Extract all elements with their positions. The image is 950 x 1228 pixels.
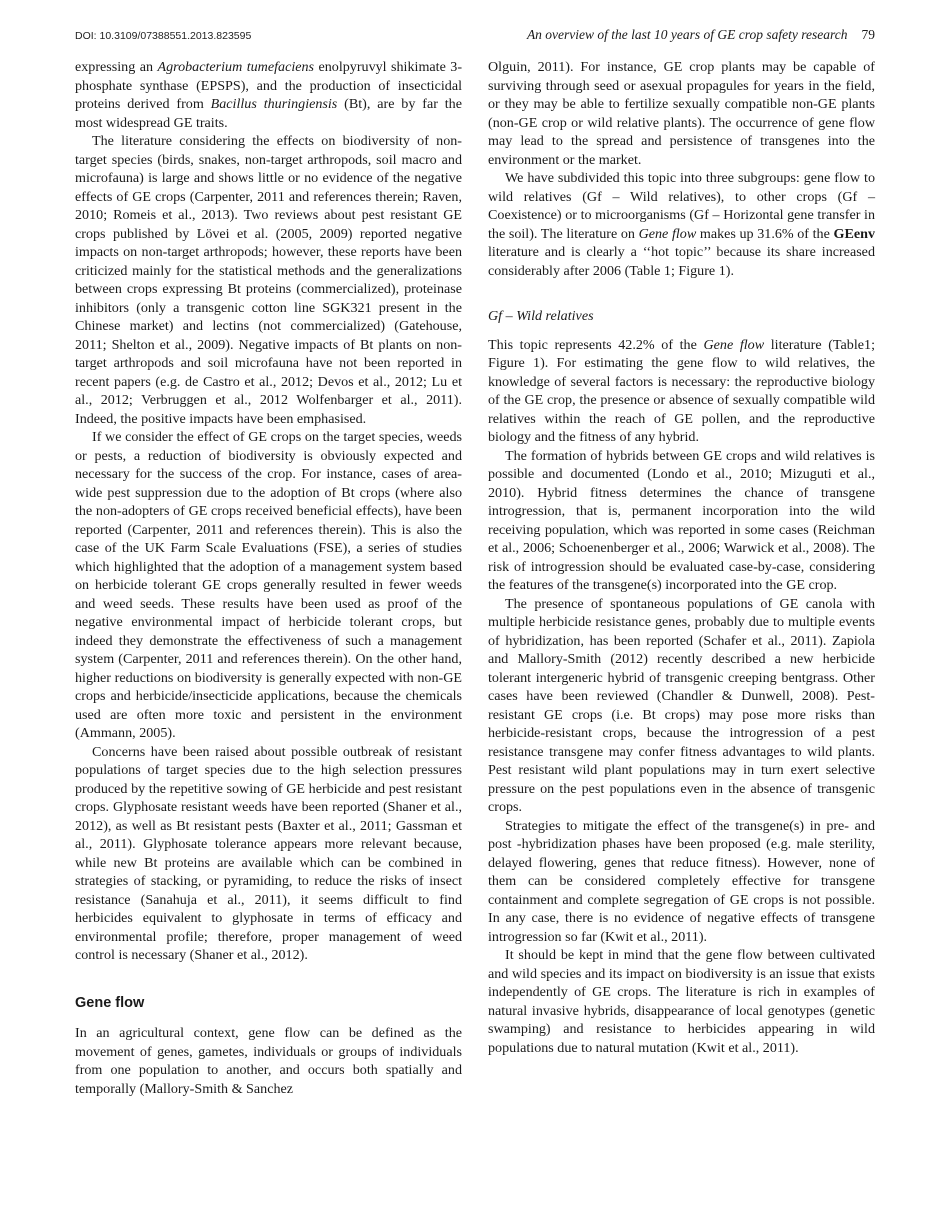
running-title-group [527, 27, 875, 43]
section-heading: Gene flow [75, 994, 145, 1011]
subsection-heading: Gf – Wild relatives [488, 308, 594, 324]
paragraph: In an agricultural context, gene flow can be defined as the movement of genes, gametes, individuals or groups of individuals from one population to another, and occurs both spatially and temporally (Mallory-Smith & Sanchez [75, 1025, 462, 1097]
right-column [488, 58, 875, 1057]
running-title: An overview of the last 10 years of GE crop safety research [526, 27, 848, 42]
paragraph: If we consider the effect of GE crops on the target species, weeds or pests, a reduction of biodiversity is obviously expected and necessary for the success of the crop. For instance, cases of area-wide pest suppression due to the adoption of Bt crops (where also the non-adopters of GE crops received beneficial effects), have been reported (Carpenter, 2011 and references therein). This is also the case of the UK Farm Scale Evaluations (FSE), a series of studies which highlighted that the adoption of a management system based on herbicide tolerant GE crops generally resulted in fewer weeds and weed seeds. These results have been used as proof of the negative environmental impact of herbicide tolerant crops, but indeed they demonstrate the effectiveness of such a management system (Carpenter, 2011 and references therein). On the other hand, higher reductions on biodiversity is generally expected with non-GE crops and herbicide/insecticide applications, because the chemicals used are often more toxic and persistent in the environment (Ammann, 2005). [75, 429, 462, 741]
paragraph: The formation of hybrids between GE crops and wild relatives is possible and documented (Londo et al., 2010; Mizuguti et al., 2010). Hybrid fitness determines the chance of transgene introgression, that is, permanent incorporation into the wild receiving population, which was reported in some cases (Reichman et al., 2006; Schoenenberger et al., 2006; Warwick et al., 2008). The risk of introgression should be evaluated case-by-case, considering the features of the transgene(s) incorporated into the GE crop. [488, 447, 875, 593]
paragraph: Concerns have been raised about possible outbreak of resistant populations of target species due to the high selection pressures produced by the repetitive sowing of GE herbicide and pest resistant crops. Glyphosate resistant weeds have been reported (Shaner et al., 2012), as well as Bt resistant pests (Baxter et al., 2011; Gassman et al., 2011). Glyphosate tolerance appears more relevant because, while new Bt proteins are available which can be combined in strategies of stacking, or pyramiding, to reduce the risks of insect resistance (Sanahuja et al., 2011), it seems difficult to find herbicides equivalent to glyphosate in terms of efficacy and environmental profile; therefore, proper management of weed control is necessary (Shaner et al., 2012). [75, 743, 462, 963]
paragraph: The literature considering the effects on biodiversity of non-target species (birds, snakes, non-target arthropods, soil macro and microfauna) is large and shows little or no evidence of the negative effects of GE crops (Carpenter, 2011 and references therein; Raven, 2010; Romeis et al., 2013). Two reviews about pest resistant GE crops published by Lövei et al. (2005, 2009) reported negative impacts on non-target arthropods; however, these reports have been criticized mainly for the statistical methods and the generalizations between crops expressing Bt proteins (commercialized), proteinase inhibitors (only a transgenic cotton line SGK321 present in the Chinese market) and lectins (not commercialized) (Gatehouse, 2011; Shelton et al., 2009). Negative impacts of Bt plants on non-target arthropods and soil microfauna have not been reported in recent papers (e.g. de Castro et al., 2012; Devos et al., 2012; Lu et al., 2012; Verbruggen et al., 2012 Wolfenbarger et al., 2011). Indeed, the positive impacts have been emphasised. [75, 133, 462, 427]
paragraph: Strategies to mitigate the effect of the transgene(s) in pre- and post -hybridization phases have been proposed (e.g. male sterility, delayed flowering, genes that reduce fitness). However, none of them can be considered completely effective for transgene containment and complete segregation of GE crops is not possible. In any case, there is no evidence of negative effects of transgene introgression so far (Kwit et al., 2011). [488, 817, 875, 945]
doi: DOI: 10.3109/07388551.2013.823595 [75, 30, 252, 42]
running-header [75, 27, 875, 47]
left-column [75, 58, 462, 1098]
paragraph: We have subdivided this topic into three subgroups: gene flow to wild relatives (Gf – Wild relatives), to other crops (Gf – Coexistence) or to microorganisms (Gf – Horizontal gene transfer in the soil). The literature on Gene flow makes up 31.6% of the GEenv literature and is clearly a ‘‘hot topic’’ because its share increased considerably after 2006 (Table 1; Figure 1). [488, 170, 876, 279]
paragraph: Olguin, 2011). For instance, GE crop plants may be capable of surviving through seed or asexual propagules for years in the field, or they may be able to fertilize sexually compatible non-GE plants (non-GE crop or wild relative plants). The occurrence of gene flow may lead to the spread and persistence of transgenes into the environment or the market. [488, 59, 875, 168]
page-number: 79 [861, 27, 875, 42]
paragraph: It should be kept in mind that the gene flow between cultivated and wild species and its impact on biodiversity is an issue that exists independently of GE crops. The literature is rich in examples of natural invasive hybrids, disappearance of local genotypes (genetic swamping) and resistance to herbicides appearing in wild populations due to natural mutation (Kwit et al., 2011). [488, 947, 875, 1056]
paragraph: The presence of spontaneous populations of GE canola with multiple herbicide resistance genes, probably due to multiple events of hybridization, has been reported (Schafer et al., 2011). Zapiola and Mallory-Smith (2012) recently described a new herbicide tolerant intergeneric hybrid of transgenic creeping bentgrass. Other cases have been reviewed (Chandler & Dunwell, 2008). Pest-resistant GE crops (i.e. Bt crops) may pose more risks than herbicide-resistant crops, because the introgression of a pest resistance transgene may confer fitness advantages to wild plants. Pest resistant wild plant populations may in turn exert selective pressure on the pest populations even in the absence of transgenic crops. [488, 595, 875, 815]
paragraph: This topic represents 42.2% of the Gene flow literature (Table1; Figure 1). For estimating the gene flow to wild relatives, the knowledge of several factors is necessary: the reproductive biology of the GE crop, the presence or absence of sexually compatible wild relatives within the reach of GE pollen, and the reproductive biology and the fitness of any hybrid. [488, 336, 875, 445]
paragraph: expressing an Agrobacterium tumefaciens enolpyruvyl shikimate 3-phosphate synthase (EPSPS), and the production of insecticidal proteins derived from Bacillus thuringiensis (Bt), are by far the most widespread GE traits. [75, 59, 463, 131]
